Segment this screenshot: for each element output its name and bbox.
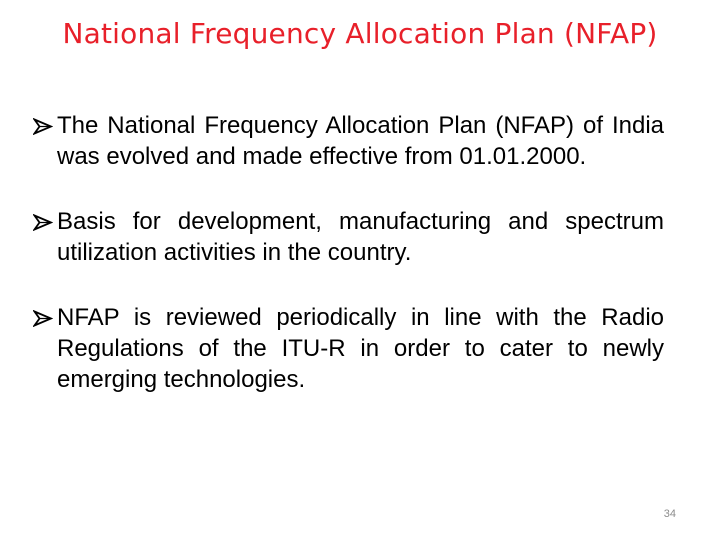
bullet-item xyxy=(32,206,664,268)
bullet-text: Basis for development, manufacturing and spectrum utilization activities in the country. xyxy=(57,208,664,266)
arrow-bullet-icon xyxy=(32,206,54,237)
arrow-bullet-icon xyxy=(32,110,54,141)
slide-title: National Frequency Allocation Plan (NFAP) xyxy=(62,17,658,50)
page-number: 34 xyxy=(663,508,676,520)
bullet-text: NFAP is reviewed periodically in line with the Radio Regulations of the ITU-R in order to cater to newly emerging technologies. xyxy=(57,304,664,393)
arrow-bullet-icon xyxy=(32,302,54,333)
bullet-item xyxy=(32,110,664,172)
bullet-item xyxy=(32,302,664,395)
bullet-text: The National Frequency Allocation Plan (NFAP) of India was evolved and made effective from 01.01.2000. xyxy=(57,112,664,170)
bullet-list xyxy=(32,110,664,429)
